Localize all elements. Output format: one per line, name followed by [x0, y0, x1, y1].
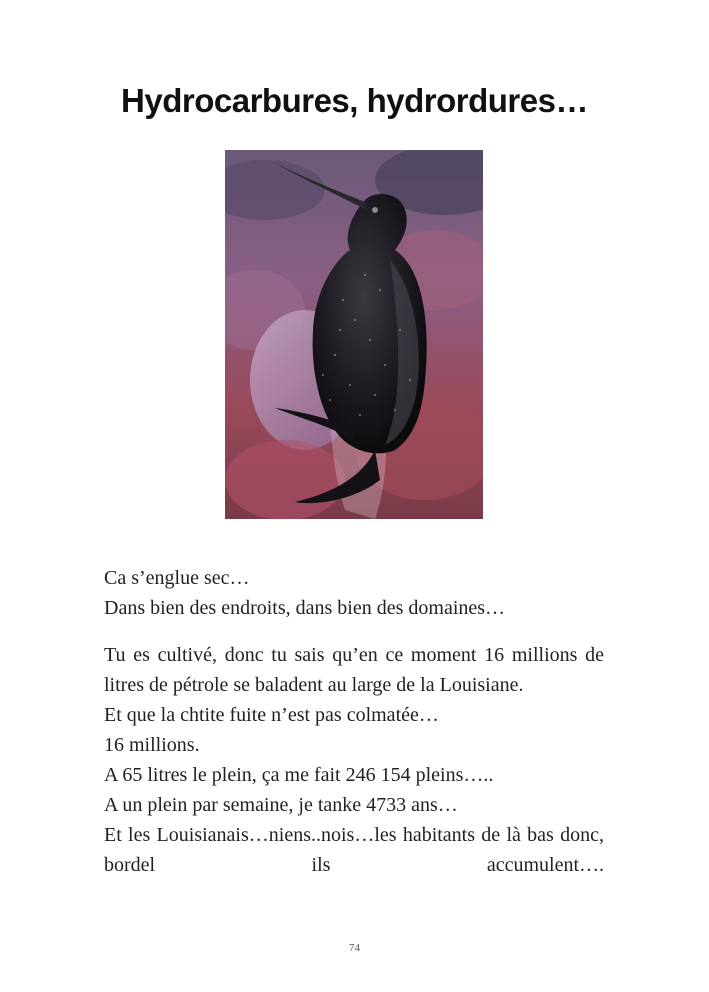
paragraph-5: 16 millions.	[104, 734, 200, 756]
oiled-bird-photo	[225, 150, 483, 519]
paragraph-1: Ca s’englue sec…	[104, 567, 250, 589]
page-title: Hydrocarbures, hydrordures…	[121, 82, 588, 119]
paragraph-2: Dans bien des endroits, dans bien des domaines…	[104, 597, 506, 619]
paragraph-8: Et les Louisianais…niens..nois…les habitants de là bas donc, bordel ils accumulent….	[104, 824, 604, 876]
paragraph-3: Tu es cultivé, donc tu sais qu’en ce moment 16 millions de litres de pétrole se baladent au large de la Louisiane.	[104, 644, 604, 696]
paragraph-7: A un plein par semaine, je tanke 4733 ans…	[104, 794, 458, 816]
paragraph-4: Et que la chtite fuite n’est pas colmatée…	[104, 704, 439, 726]
body-text	[104, 563, 604, 880]
paragraph-gap	[104, 623, 604, 640]
page-number: 74	[349, 942, 360, 954]
paragraph-6: A 65 litres le plein, ça me fait 246 154 pleins…..	[104, 764, 494, 786]
